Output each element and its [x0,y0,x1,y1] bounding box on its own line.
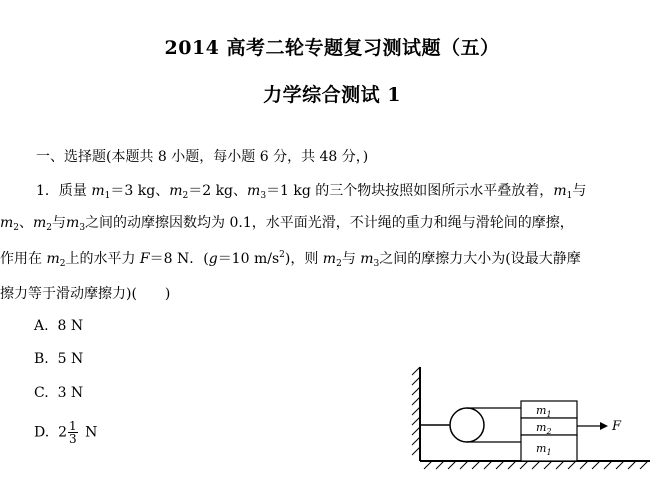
block-middle-label: $m_2$ [536,421,552,436]
wall-hatching [412,367,420,455]
q-text: 与 [572,183,587,199]
var-F: F [139,251,150,267]
ground-hatching [424,461,648,469]
section-heading: 一、选择题(本题共 8 小题，每小题 6 分，共 48 分，) [36,149,369,165]
blocks-pulley-figure [400,355,662,477]
block-top-label: $m_1$ [536,404,552,419]
pulley [450,408,484,442]
q-text: ＝1 kg 的三个物块按照如图所示水平叠放着， [266,183,554,199]
q-text: 之间的动摩擦因数均为 0.1，水平面光滑，不计绳的重力和绳与滑轮间的摩擦， [85,215,574,231]
fraction-denominator: 3 [69,432,77,446]
var-sub: 3 [373,259,380,269]
var-m: m [91,183,105,199]
fraction-numerator: 1 [69,419,77,433]
fraction [68,420,78,445]
option-c [34,385,83,401]
var-g: g [208,251,218,267]
var-m: m [247,183,261,199]
q-text: 之间的摩擦力大小为(设最大静摩 [379,251,581,267]
document-title: 2014 高考二轮专题复习测试题（五） [164,37,500,59]
q-text: ＝8 N．( [149,251,209,267]
q-text: 、 [19,215,34,231]
q-text: )，则 [284,251,319,267]
var-sub: 2 [182,191,189,201]
question-number: 1． [36,183,59,199]
force-label: F [612,419,622,434]
var-sub: 2 [13,223,20,233]
option-b [34,351,83,367]
var-m: m [0,215,14,231]
option-letter: D. [34,424,50,441]
var-sub: 3 [260,191,267,201]
question-line-1 [36,180,586,201]
option-whole: 2 [58,424,68,441]
var-sub: 2 [59,259,66,269]
var-sub: 3 [79,223,86,233]
option-letter: B. [34,351,49,367]
q-text: 与 [52,215,67,231]
var-m: m [553,183,567,199]
option-value: 3 N [57,385,84,401]
q-text: ＝3 kg、 [110,183,170,199]
force-arrowhead [600,422,608,430]
q-text: 质量 [58,183,87,199]
option-d [34,420,97,445]
var-m: m [322,251,337,267]
var-m: m [169,183,183,199]
document-subtitle: 力学综合测试 1 [263,84,401,106]
option-value: 8 N [57,318,84,334]
option-a [34,318,83,334]
var-sup: 2 [279,250,285,260]
var-sub: 1 [104,191,111,201]
option-letter: C. [34,385,49,401]
block-bottom-label: $m_1$ [536,442,552,457]
q-text: 与 [341,251,356,267]
var-m: m [33,215,47,231]
var-sub: 1 [566,191,573,201]
question-line-3 [0,248,581,269]
var-m: m [360,251,374,267]
q-text: ＝10 m/s [217,251,280,267]
option-letter: A. [34,318,49,334]
q-text: 作用在 [0,251,42,267]
question-line-2 [0,212,574,233]
var-sub: 2 [336,259,342,269]
var-m: m [66,215,80,231]
option-unit: N [85,424,98,441]
question-line-4: 擦力等于滑动摩擦力)( ) [0,286,171,302]
q-text: 上的水平力 [65,251,136,267]
var-m: m [46,251,60,267]
var-sub: 2 [46,223,53,233]
option-value: 5 N [57,351,84,367]
q-text: ＝2 kg、 [188,183,248,199]
